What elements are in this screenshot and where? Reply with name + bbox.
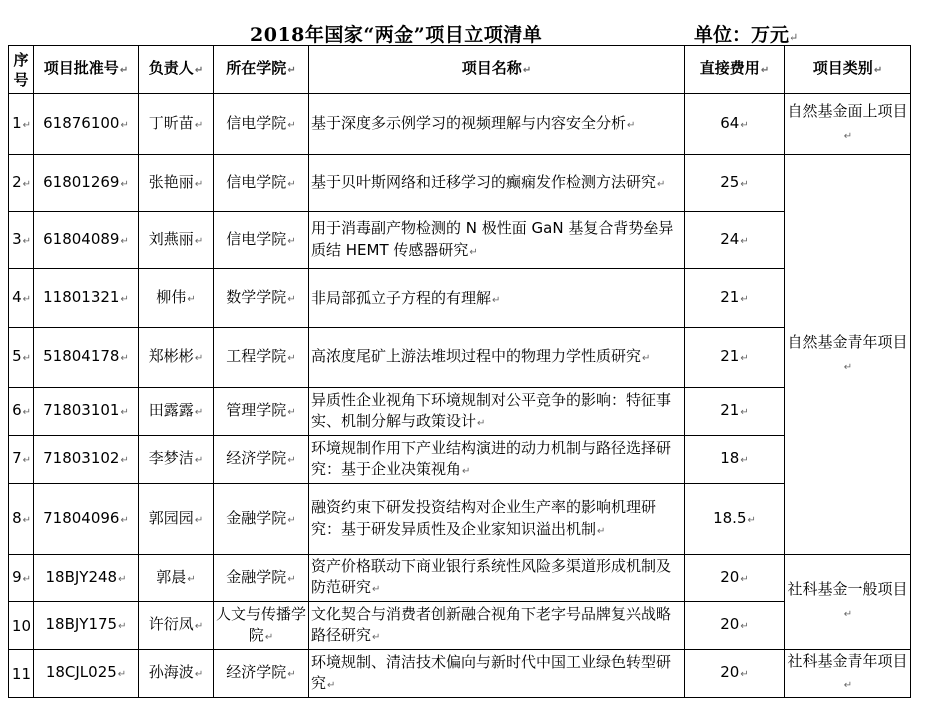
table-row: [9, 155, 911, 212]
cell-fee: 18.5↵: [685, 484, 785, 555]
cell-leader: 郭晨↵: [139, 555, 214, 602]
cell-college: 信电学院↵: [214, 94, 309, 155]
table-row: [9, 388, 911, 436]
cell-leader: 张艳丽↵: [139, 155, 214, 212]
cell-fee: 21↵: [685, 388, 785, 436]
cell-fee: 20↵: [685, 650, 785, 698]
cell-seq: 3↵: [9, 212, 34, 269]
cell-college: 人文与传播学院↵: [214, 602, 309, 650]
cell-approval-no: 71804096↵: [34, 484, 139, 555]
cell-fee: 21↵: [685, 328, 785, 388]
header-approval-no: 项目批准号↵: [34, 46, 139, 94]
header-row: [9, 46, 911, 94]
cell-category: 自然基金面上项目↵: [785, 94, 911, 155]
cell-fee: 64↵: [685, 94, 785, 155]
header-leader: 负责人↵: [139, 46, 214, 94]
header-fee: 直接费用↵: [685, 46, 785, 94]
cell-approval-no: 51804178↵: [34, 328, 139, 388]
cell-fee: 25↵: [685, 155, 785, 212]
cell-leader: 许衍凤↵: [139, 602, 214, 650]
table-row: [9, 555, 911, 602]
cell-leader: 郑彬彬↵: [139, 328, 214, 388]
cell-fee: 20↵: [685, 602, 785, 650]
cell-college: 金融学院↵: [214, 484, 309, 555]
cell-category: 社科基金一般项目↵: [785, 555, 911, 650]
cell-seq: 1↵: [9, 94, 34, 155]
cell-project-name: 基于深度多示例学习的视频理解与内容安全分析↵: [309, 94, 685, 155]
cell-project-name: 高浓度尾矿上游法堆坝过程中的物理力学性质研究↵: [309, 328, 685, 388]
cell-college: 工程学院↵: [214, 328, 309, 388]
cell-seq: 5↵: [9, 328, 34, 388]
cell-seq: 10: [9, 602, 34, 650]
header-category: 项目类别↵: [785, 46, 911, 94]
cell-leader: 丁昕苗↵: [139, 94, 214, 155]
table-row: [9, 484, 911, 555]
cell-approval-no: 18BJY175↵: [34, 602, 139, 650]
cell-project-name: 融资约束下研发投资结构对企业生产率的影响机理研究：基于研发异质性及企业家知识溢出机制↵: [309, 484, 685, 555]
cell-leader: 李梦洁↵: [139, 436, 214, 484]
cell-project-name: 环境规制、清洁技术偏向与新时代中国工业绿色转型研究↵: [309, 650, 685, 698]
cell-project-name: 异质性企业视角下环境规制对公平竞争的影响：特征事实、机制分解与政策设计↵: [309, 388, 685, 436]
cell-seq: 9↵: [9, 555, 34, 602]
project-table: [8, 45, 911, 698]
cell-college: 经济学院↵: [214, 436, 309, 484]
cell-leader: 郭园园↵: [139, 484, 214, 555]
cell-approval-no: 61801269↵: [34, 155, 139, 212]
cell-college: 经济学院↵: [214, 650, 309, 698]
cell-project-name: 非局部孤立子方程的有理解↵: [309, 269, 685, 328]
title-row: [0, 16, 935, 46]
cell-project-name: 环境规制作用下产业结构演进的动力机制与路径选择研究：基于企业决策视角↵: [309, 436, 685, 484]
table-row: [9, 212, 911, 269]
table-row: [9, 94, 911, 155]
cell-approval-no: 61804089↵: [34, 212, 139, 269]
table-row: [9, 436, 911, 484]
cell-approval-no: 71803101↵: [34, 388, 139, 436]
header-seq: 序号: [9, 46, 34, 94]
unit-label: 单位：万元↵: [694, 24, 799, 46]
cell-project-name: 文化契合与消费者创新融合视角下老字号品牌复兴战略路径研究↵: [309, 602, 685, 650]
table-row: [9, 328, 911, 388]
cell-approval-no: 18CJL025↵: [34, 650, 139, 698]
cell-category: 社科基金青年项目↵: [785, 650, 911, 698]
cell-project-name: 用于消毒副产物检测的 N 极性面 GaN 基复合背势垒异质结 HEMT 传感器研究↵: [309, 212, 685, 269]
table-row: [9, 269, 911, 328]
cell-category: 自然基金青年项目↵: [785, 155, 911, 555]
cell-project-name: 资产价格联动下商业银行系统性风险多渠道形成机制及防范研究↵: [309, 555, 685, 602]
cell-leader: 刘燕丽↵: [139, 212, 214, 269]
cell-seq: 6↵: [9, 388, 34, 436]
header-name: 项目名称↵: [309, 46, 685, 94]
cell-college: 金融学院↵: [214, 555, 309, 602]
cell-approval-no: 18BJY248↵: [34, 555, 139, 602]
cell-approval-no: 61876100↵: [34, 94, 139, 155]
cell-leader: 柳伟↵: [139, 269, 214, 328]
table-row: [9, 602, 911, 650]
cell-fee: 21↵: [685, 269, 785, 328]
cell-fee: 20↵: [685, 555, 785, 602]
cell-leader: 田露露↵: [139, 388, 214, 436]
header-college: 所在学院↵: [214, 46, 309, 94]
cell-college: 管理学院↵: [214, 388, 309, 436]
cell-approval-no: 11801321↵: [34, 269, 139, 328]
cell-college: 信电学院↵: [214, 155, 309, 212]
document-title: 2018年国家“两金”项目立项清单: [250, 24, 543, 46]
cell-seq: 11: [9, 650, 34, 698]
cell-leader: 孙海波↵: [139, 650, 214, 698]
table-row: [9, 650, 911, 698]
cell-college: 信电学院↵: [214, 212, 309, 269]
cell-college: 数学学院↵: [214, 269, 309, 328]
cell-approval-no: 71803102↵: [34, 436, 139, 484]
cell-fee: 24↵: [685, 212, 785, 269]
cell-fee: 18↵: [685, 436, 785, 484]
cell-seq: 8↵: [9, 484, 34, 555]
cell-seq: 4↵: [9, 269, 34, 328]
cell-seq: 2↵: [9, 155, 34, 212]
cell-seq: 7↵: [9, 436, 34, 484]
cell-project-name: 基于贝叶斯网络和迁移学习的癫痫发作检测方法研究↵: [309, 155, 685, 212]
